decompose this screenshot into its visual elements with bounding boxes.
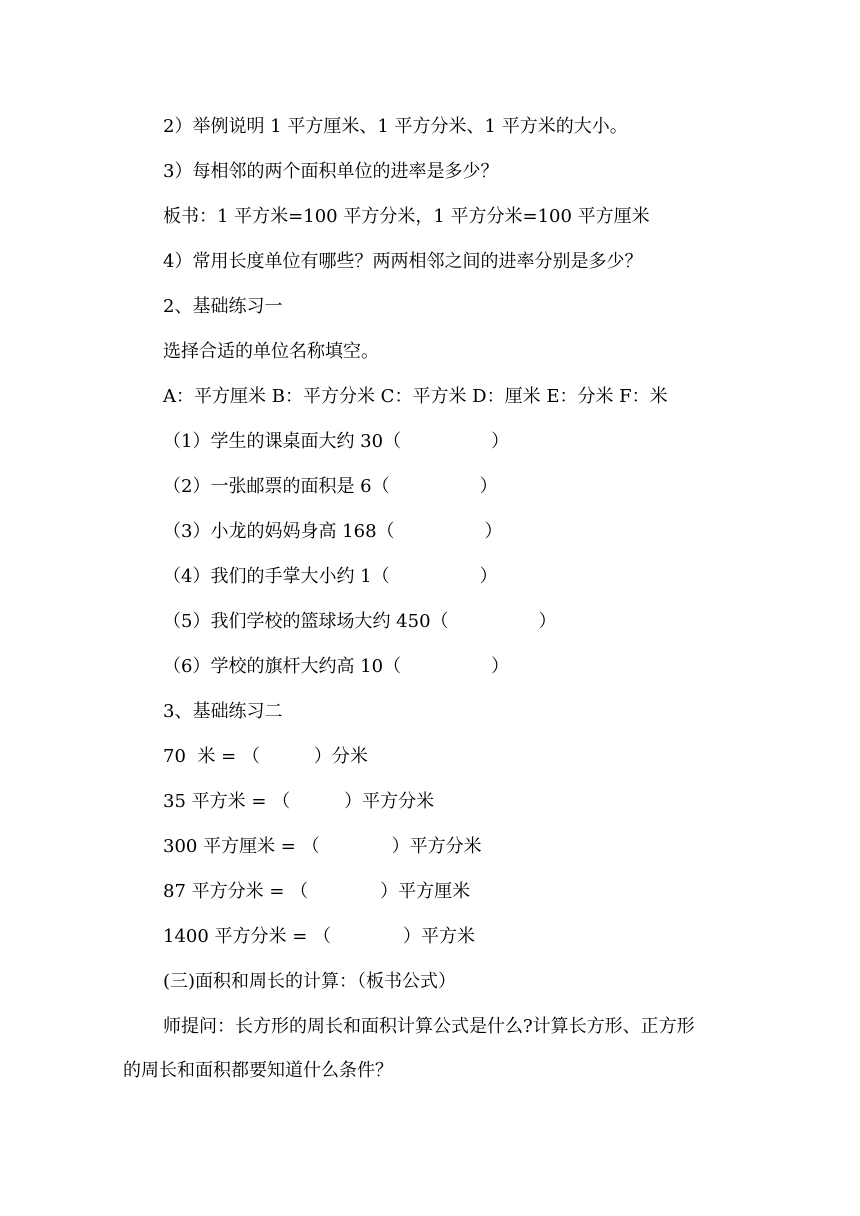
conversion-item: 300 平方厘米 = （ ）平方分米 <box>163 836 482 857</box>
conversion-item: 87 平方分米 = （ ）平方厘米 <box>163 881 471 902</box>
text-line: 3）每相邻的两个面积单位的进率是多少？ <box>163 161 499 182</box>
question-item: （6）学校的旗杆大约高 10（ ） <box>163 656 510 677</box>
question-item: （2）一张邮票的面积是 6（ ） <box>163 476 498 497</box>
question-item: （4）我们的手掌大小约 1（ ） <box>163 566 498 587</box>
conversion-item: 70 米 = （ ）分米 <box>163 746 368 767</box>
option-list: A：平方厘米 B：平方分米 C：平方米 D：厘米 E：分米 F：米 <box>163 386 668 407</box>
text-line: 师提问：长方形的周长和面积计算公式是什么?计算长方形、正方形 <box>163 1016 695 1037</box>
question-item: （1）学生的课桌面大约 30（ ） <box>163 431 510 452</box>
text-line: 选择合适的单位名称填空。 <box>163 341 379 362</box>
text-line: 2）举例说明 1 平方厘米、1 平方分米、1 平方米的大小。 <box>163 116 628 137</box>
question-item: （3）小龙的妈妈身高 168（ ） <box>163 521 503 542</box>
text-line: 板书：1 平方米=100 平方分米，1 平方分米=100 平方厘米 <box>163 206 650 227</box>
section-heading: 2、基础练习一 <box>163 296 283 317</box>
section-heading: (三)面积和周长的计算：（板书公式） <box>163 971 457 992</box>
conversion-item: 1400 平方分米 = （ ）平方米 <box>163 926 476 947</box>
text-line: 4）常用长度单位有哪些？两两相邻之间的进率分别是多少？ <box>163 251 643 272</box>
conversion-item: 35 平方米 = （ ）平方分米 <box>163 791 435 812</box>
section-heading: 3、基础练习二 <box>163 701 283 722</box>
question-item: （5）我们学校的篮球场大约 450（ ） <box>163 611 557 632</box>
text-line: 的周长和面积都要知道什么条件？ <box>123 1060 393 1081</box>
